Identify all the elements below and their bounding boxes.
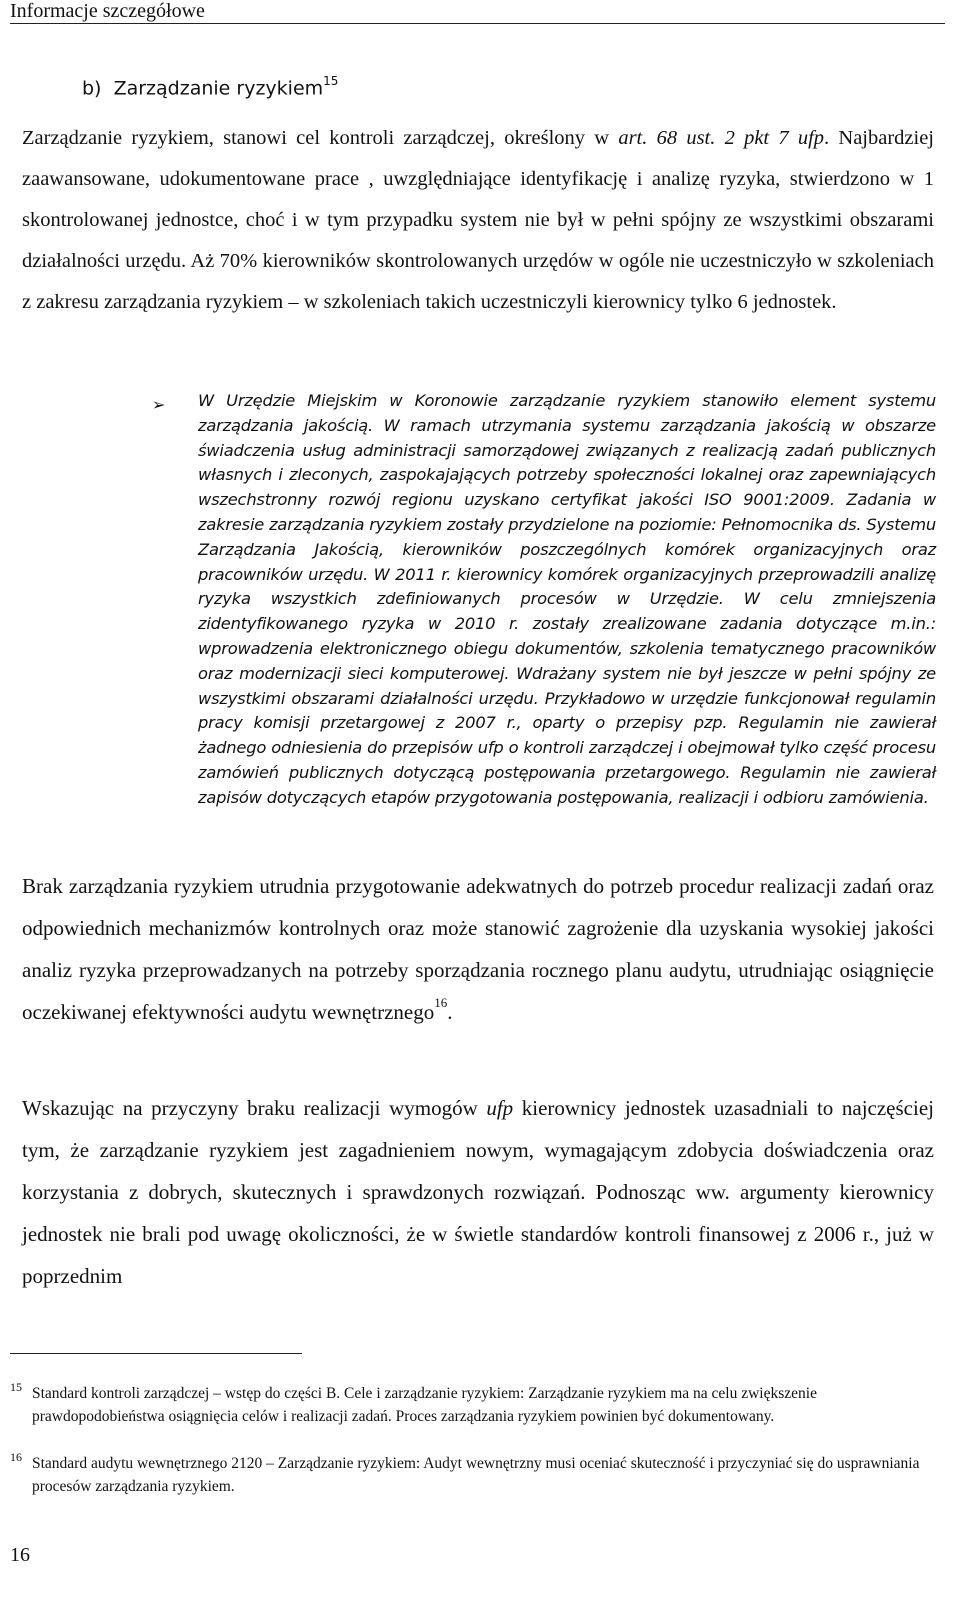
intro-paragraph: Zarządzanie ryzykiem, stanowi cel kontroli zarządczej, określony w art. 68 ust. 2 pkt 7 ufp. Najbardziej zaawansowane, udokumentowane prace , uwzględniające identyfikację i analizę ryzyka, stwierdzono w 1 skontrolowanej jednostce, choć i w tym przypadku system nie był w pełni spójny ze wszystkimi obszarami działalności urzędu. Aż 70% kierowników skontrolowanych urzędów w ogóle nie uczestniczyło w szkoleniach z zakresu zarządzania ryzykiem – w szkoleniach takich uczestniczyli kierownicy tylko 6 jednostek. <box>22 127 934 313</box>
footnote-15 <box>10 1382 934 1428</box>
footnote-text: Standard audytu wewnętrznego 2120 – Zarządzanie ryzykiem: Audyt wewnętrzny musi oceniać skuteczność i przyczyniać się do usprawniania procesów zarządzania ryzykiem. <box>32 1455 920 1495</box>
footnote-number: 15 <box>10 1380 22 1394</box>
running-header <box>10 0 945 24</box>
footnote-divider <box>10 1353 302 1354</box>
header-title: Informacje szczegółowe <box>10 0 205 22</box>
footnote-16 <box>10 1452 934 1498</box>
legal-citation: art. 68 ust. 2 pkt 7 ufp <box>618 127 825 149</box>
footnote-ref-16[interactable]: 16 <box>434 995 448 1010</box>
risk-consequence-paragraph: Brak zarządzania ryzykiem utrudnia przygotowanie adekwatnych do potrzeb procedur realizacji zadań oraz odpowiednich mechanizmów kontrolnych oraz może stanowić zagrożenie dla uzyskania wysokiej jakości analiz ryzyka przeprowadzanych na potrzeby sporządzania rocznego planu audytu, utrudniając osiągnięcie oczekiwanej efektywności audytu wewnętrznego$^{16}$. <box>22 874 934 1024</box>
section-label: b) <box>82 77 102 100</box>
footnote-ref-15[interactable]: 15 <box>323 74 339 88</box>
ufp-abbrev: ufp <box>486 1096 514 1120</box>
page-number: 16 <box>10 1544 30 1566</box>
section-title: Zarządzanie ryzykiem <box>113 77 324 100</box>
bullet-case-study: W Urzędzie Miejskim w Koronowie zarządzanie ryzykiem stanowiło element systemu zarządzania jakością. W ramach utrzymania systemu zarządzania jakością w obszarze świadczenia usług administracji samorządowej związanych z realizacją zadań publicznych własnych i zleconych, zaspokajających potrzeby społeczności lokalnej oraz zapewniających wszechstronny rozwój regionu uzyskano certyfikat jakości ISO 9001:2009. Zadania w zakresie zarządzania ryzykiem zostały przydzielone na poziomie: Pełnomocnika ds. Systemu Zarządzania Jakością, kierowników poszczególnych komórek organizacyjnych oraz pracowników urzędu. W 2011 r. kierownicy komórek organizacyjnych przeprowadzili analizę ryzyka wszystkich zdefiniowanych procesów w Urzędzie. W celu zmniejszenia zidentyfikowanego ryzyka w 2010 r. zostały zrealizowane zadania dotyczące m.in.: wprowadzenia elektronicznego obiegu dokumentów, szkolenia tematycznego pracowników oraz modernizacji sieci komputerowej. Wdrażany system nie był jeszcze w pełni spójny ze wszystkimi obszarami działalności urzędu. Przykładowo w urzędzie funkcjonował regulamin pracy komisji przetargowej z 2007 r., oparty o przepisy pzp. Regulamin nie zawierał żadnego odniesienia do przepisów ufp o kontroli zarządczej i obejmował tylko część procesu zamówień publicznych dotyczącą postępowania przetargowego. Regulamin nie zawierał zapisów dotyczących etapów przygotowania postępowania, realizacji i odbioru zamówienia. <box>198 391 936 807</box>
footnote-text: Standard kontroli zarządczej – wstęp do części B. Cele i zarządzanie ryzykiem: Zarządzanie ryzykiem ma na celu zwiększenie prawdopodobieństwa osiągnięcia celów i realizacji zadań. Proces zarządzania ryzykiem powinien być dokumentowany. <box>32 1385 817 1425</box>
bullet-arrow-icon: ➢ <box>152 395 166 414</box>
section-heading <box>82 68 338 103</box>
footnote-number: 16 <box>10 1450 22 1464</box>
reasons-paragraph: Wskazując na przyczyny braku realizacji wymogów ufp kierownicy jednostek uzasadniali to najczęściej tym, że zarządzanie ryzykiem jest zagadnieniem nowym, wymagającym zdobycia doświadczenia oraz korzystania z dobrych, skutecznych i sprawdzonych rozwiązań. Podnosząc ww. argumenty kierownicy jednostek nie brali pod uwagę okoliczności, że w świetle standardów kontroli finansowej z 2006 r., już w poprzednim <box>22 1096 934 1288</box>
